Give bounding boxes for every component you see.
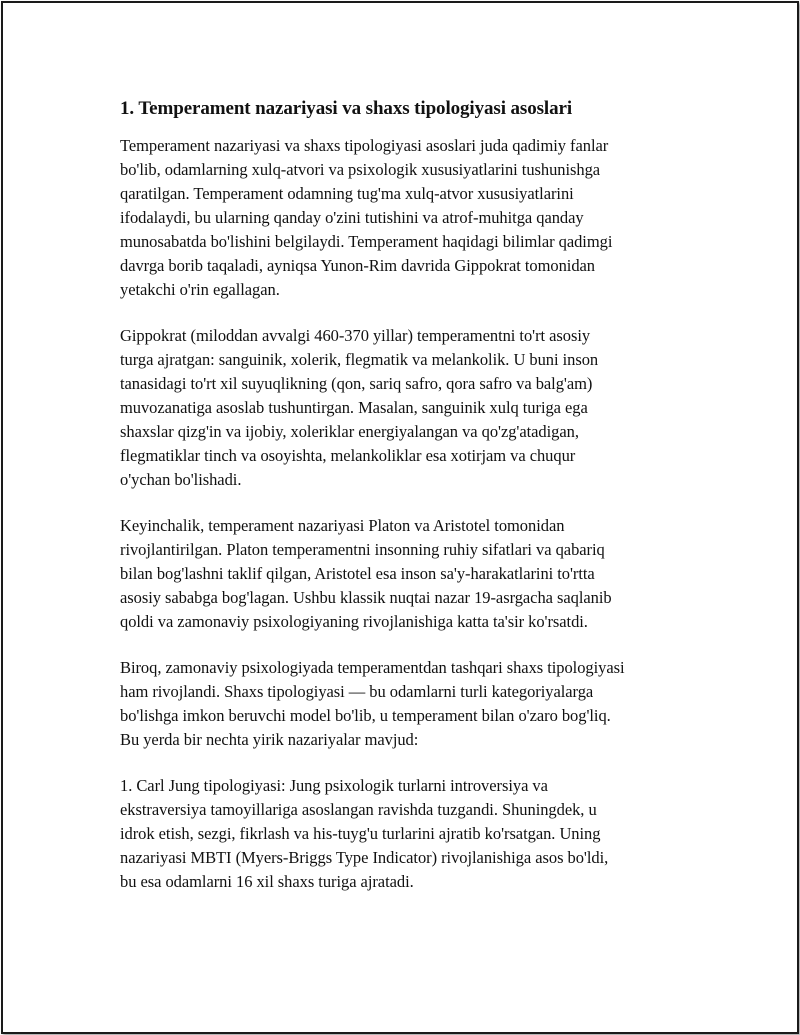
document-content bbox=[120, 96, 700, 916]
text-line: turga ajratgan: sanguinik, xolerik, flegmatik va melankolik. U buni inson bbox=[120, 350, 599, 369]
text-line: bu esa odamlarni 16 xil shaxs turiga ajratadi. bbox=[120, 872, 414, 891]
text-line: flegmatiklar tinch va osoyishta, melankoliklar esa xotirjam va chuqur bbox=[120, 446, 576, 465]
text-line: Gippokrat (miloddan avvalgi 460-370 yillar) temperamentni to'rt asosiy bbox=[120, 326, 591, 345]
text-line: bo'lishga imkon beruvchi model bo'lib, u temperament bilan o'zaro bog'liq. bbox=[120, 706, 611, 725]
text-line: Bu yerda bir nechta yirik nazariyalar mavjud: bbox=[120, 730, 419, 749]
text-line: shaxslar qizg'in va ijobiy, xoleriklar energiyalangan va qo'zg'atadigan, bbox=[120, 422, 579, 441]
section-heading: 1. Temperament nazariyasi va shaxs tipologiyasi asoslari bbox=[120, 98, 573, 119]
text-line: davrga borib taqaladi, ayniqsa Yunon-Rim davrida Gippokrat tomonidan bbox=[120, 256, 595, 275]
text-line: o'ychan bo'lishadi. bbox=[120, 470, 242, 489]
text-line: rivojlantirilgan. Platon temperamentni insonning ruhiy sifatlari va qabariq bbox=[120, 540, 605, 559]
paragraph-hippocrates bbox=[120, 324, 700, 492]
text-line: 1. Carl Jung tipologiyasi: Jung psixologik turlarni introversiya va bbox=[120, 776, 548, 795]
text-line: qaratilgan. Temperament odamning tug'ma xulq-atvor xususiyatlarini bbox=[120, 184, 574, 203]
paragraph-intro bbox=[120, 134, 700, 302]
text-line: Keyinchalik, temperament nazariyasi Platon va Aristotel tomonidan bbox=[120, 516, 565, 535]
text-line: asosiy sababga bog'lagan. Ushbu klassik nuqtai nazar 19-asrgacha saqlanib bbox=[120, 588, 612, 607]
document-page bbox=[1, 1, 799, 1034]
text-line: bo'lib, odamlarning xulq-atvori va psixologik xususiyatlarini tushunishga bbox=[120, 160, 601, 179]
text-line: bilan bog'lashni taklif qilgan, Aristotel esa inson sa'y-harakatlarini to'rtta bbox=[120, 564, 595, 583]
paragraph-jung bbox=[120, 774, 700, 894]
text-line: idrok etish, sezgi, fikrlash va his-tuyg'u turlarini ajratib ko'rsatgan. Uning bbox=[120, 824, 601, 843]
text-line: ekstraversiya tamoyillariga asoslangan ravishda tuzgandi. Shuningdek, u bbox=[120, 800, 597, 819]
text-line: Temperament nazariyasi va shaxs tipologiyasi asoslari juda qadimiy fanlar bbox=[120, 136, 609, 155]
paragraph-modern-typology bbox=[120, 656, 700, 752]
text-line: ham rivojlandi. Shaxs tipologiyasi — bu odamlarni turli kategoriyalarga bbox=[120, 682, 594, 701]
text-line: nazariyasi MBTI (Myers-Briggs Type Indicator) rivojlanishiga asos bo'ldi, bbox=[120, 848, 609, 867]
text-line: yetakchi o'rin egallagan. bbox=[120, 280, 280, 299]
text-line: tanasidagi to'rt xil suyuqlikning (qon, sariq safro, qora safro va balg'am) bbox=[120, 374, 593, 393]
paragraph-plato-aristotle bbox=[120, 514, 700, 634]
text-line: munosabatda bo'lishini belgilaydi. Temperament haqidagi bilimlar qadimgi bbox=[120, 232, 613, 251]
text-line: muvozanatiga asoslab tushuntirgan. Masalan, sanguinik xulq turiga ega bbox=[120, 398, 588, 417]
text-line: Biroq, zamonaviy psixologiyada temperamentdan tashqari shaxs tipologiyasi bbox=[120, 658, 625, 677]
text-line: ifodalaydi, bu ularning qanday o'zini tutishini va atrof-muhitga qanday bbox=[120, 208, 584, 227]
text-line: qoldi va zamonaviy psixologiyaning rivojlanishiga katta ta'sir ko'rsatdi. bbox=[120, 612, 588, 631]
